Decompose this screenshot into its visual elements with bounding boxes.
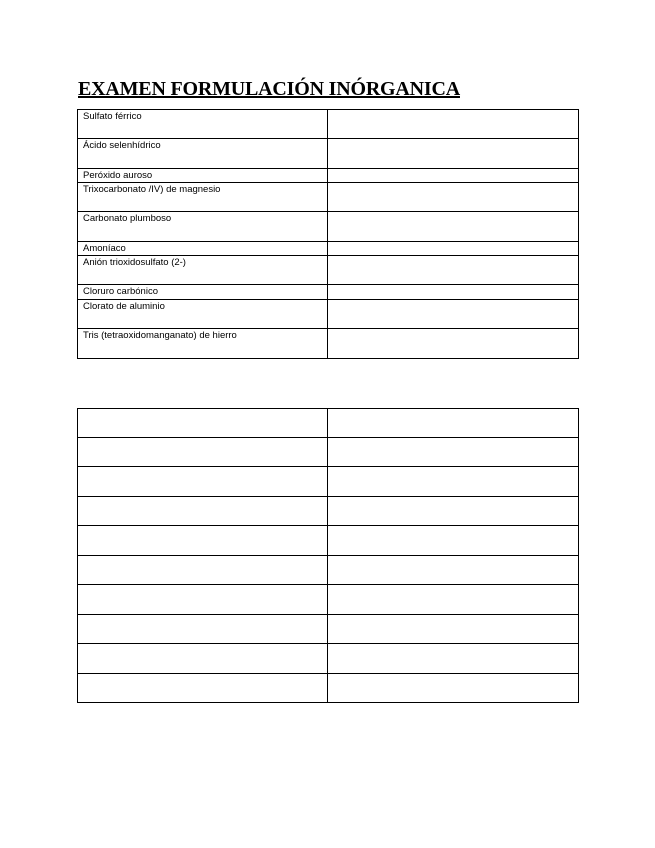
answer-cell[interactable]: [328, 585, 579, 615]
table-row: [78, 183, 579, 212]
table-row: [78, 615, 579, 644]
exam-title: EXAMEN FORMULACIÓN INÓRGANICA: [78, 78, 460, 100]
compound-name: Peróxido auroso: [78, 169, 328, 183]
answer-cell[interactable]: [328, 256, 579, 285]
compound-name: Anión trioxidosulfato (2-): [78, 256, 328, 285]
blank-cell[interactable]: [78, 497, 328, 526]
answer-cell[interactable]: [328, 139, 579, 169]
table-row: [78, 285, 579, 300]
formulation-table: [77, 109, 579, 359]
blank-cell[interactable]: [78, 585, 328, 615]
answer-cell[interactable]: [328, 615, 579, 644]
answer-cell[interactable]: [328, 526, 579, 556]
table-row: [78, 242, 579, 256]
answer-cell[interactable]: [328, 467, 579, 497]
answer-cell[interactable]: [328, 169, 579, 183]
answer-cell[interactable]: [328, 409, 579, 438]
answer-cell[interactable]: [328, 497, 579, 526]
blank-answer-table: [77, 408, 579, 703]
table-row: [78, 674, 579, 703]
compound-name: Ácido selenhídrico: [78, 139, 328, 169]
answer-cell[interactable]: [328, 438, 579, 467]
table-row: [78, 497, 579, 526]
table-row: [78, 556, 579, 585]
table-row: [78, 438, 579, 467]
answer-cell[interactable]: [328, 556, 579, 585]
table-row: [78, 300, 579, 329]
table-row: [78, 139, 579, 169]
compound-name: Sulfato férrico: [78, 110, 328, 139]
table-row: [78, 110, 579, 139]
blank-cell[interactable]: [78, 467, 328, 497]
blank-cell[interactable]: [78, 556, 328, 585]
blank-cell[interactable]: [78, 615, 328, 644]
table-row: [78, 169, 579, 183]
blank-cell[interactable]: [78, 438, 328, 467]
table-row: [78, 409, 579, 438]
answer-cell[interactable]: [328, 242, 579, 256]
compound-name: Trixocarbonato /IV) de magnesio: [78, 183, 328, 212]
table-row: [78, 644, 579, 674]
compound-name: Cloruro carbónico: [78, 285, 328, 300]
answer-cell[interactable]: [328, 183, 579, 212]
table-row: [78, 467, 579, 497]
answer-cell[interactable]: [328, 674, 579, 703]
blank-cell[interactable]: [78, 644, 328, 674]
table-row: [78, 585, 579, 615]
table-row: [78, 526, 579, 556]
table-row: [78, 256, 579, 285]
blank-cell[interactable]: [78, 526, 328, 556]
answer-cell[interactable]: [328, 329, 579, 359]
compound-name: Clorato de aluminio: [78, 300, 328, 329]
blank-cell[interactable]: [78, 409, 328, 438]
table-row: [78, 212, 579, 242]
answer-cell[interactable]: [328, 285, 579, 300]
answer-cell[interactable]: [328, 644, 579, 674]
compound-name: Amoníaco: [78, 242, 328, 256]
answer-cell[interactable]: [328, 110, 579, 139]
compound-name: Tris (tetraoxidomanganato) de hierro: [78, 329, 328, 359]
answer-cell[interactable]: [328, 212, 579, 242]
compound-name: Carbonato plumboso: [78, 212, 328, 242]
table-row: [78, 329, 579, 359]
answer-cell[interactable]: [328, 300, 579, 329]
blank-cell[interactable]: [78, 674, 328, 703]
